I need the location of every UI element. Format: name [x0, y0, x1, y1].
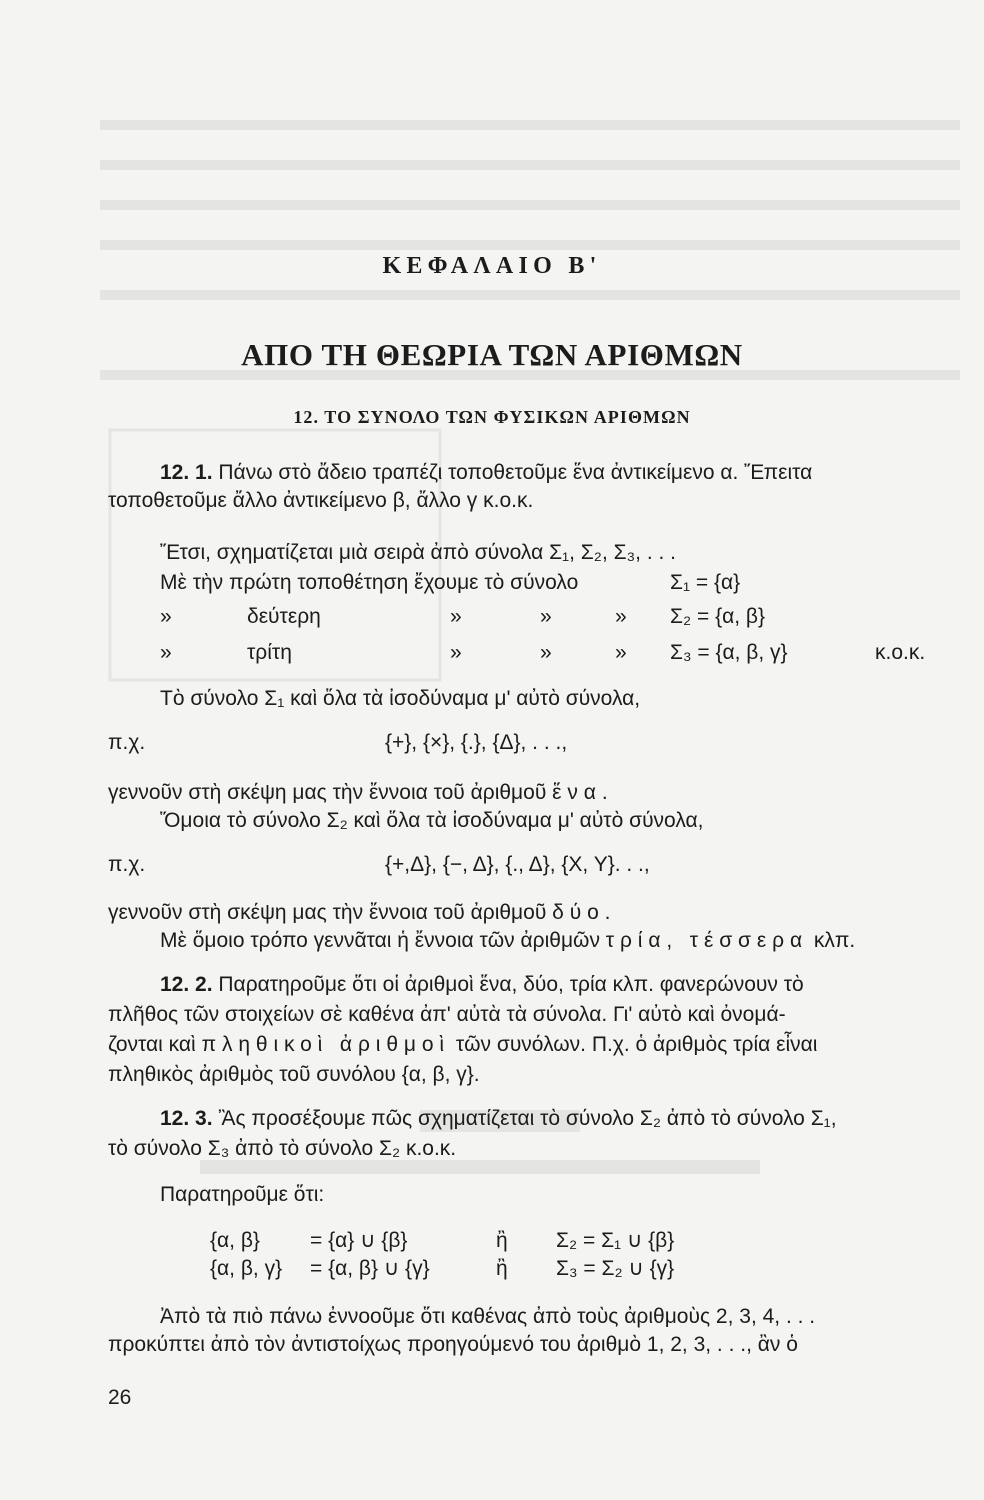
paragraph-12-2-line-3: ζονται καὶ πληθικοὶ ἀριθμοὶ τῶν συνόλων. Π.χ. ὁ ἀριθμὸς τρία εἶναι: [108, 1033, 818, 1056]
ditto-mark: »: [160, 605, 172, 628]
equation-2-alt: Σ₃ = Σ₂ ∪ {γ}: [556, 1257, 675, 1280]
set-two-conclusion: γεννοῦν στὴ σκέψη μας τὴν ἔννοια τοῦ ἀριθμοῦ δύο.: [108, 901, 617, 924]
paragraph-12-3-line-1: 12. 3. Ἂς προσέξουμε πῶς σχηματίζεται τὸ σύνολο Σ₂ ἀπὸ τὸ σύνολο Σ₁,: [160, 1107, 837, 1130]
closing-line-1: Ἀπὸ τὰ πιὸ πάνω ἐννοοῦμε ὅτι καθένας ἀπὸ τοὺς ἀριθμοὺς 2, 3, 4, . . .: [160, 1305, 816, 1328]
chapter-heading: ΚΕΦΑΛΑΙΟ Β': [382, 253, 602, 279]
example-label: π.χ.: [108, 731, 146, 754]
number-words: τρία, τέσσερα: [605, 929, 808, 952]
set-two-intro: Ὅμοια τὸ σύνολο Σ₂ καὶ ὅλα τὰ ἰσοδύναμα μ' αὐτὸ σύνολα,: [160, 809, 704, 832]
number-word-two: δύο.: [552, 901, 617, 924]
ditto-mark: »: [615, 605, 627, 628]
sets-intro-line: Ἔτσι, σχηματίζεται μιὰ σειρὰ ἀπὸ σύνολα Σ₁, Σ₂, Σ₃, . . .: [160, 541, 676, 564]
closing-line-2: προκύπτει ἀπὸ τὸν ἀντιστοίχως προηγούμενό του ἀριθμὸ 1, 2, 3, . . ., ἂν ὁ: [108, 1333, 798, 1356]
paragraph-12-1-line-2: τοποθετοῦμε ἄλλο ἀντικείμενο β, ἄλλο γ κ.ο.κ.: [108, 489, 534, 512]
set-one-conclusion: γεννοῦν στὴ σκέψη μας τὴν ἔννοια τοῦ ἀριθμοῦ ἕνα.: [108, 781, 614, 804]
second-placement-label: δεύτερη: [247, 605, 321, 628]
equation-1-rhs: = {α} ∪ {β}: [310, 1229, 408, 1252]
ditto-mark: »: [615, 641, 627, 664]
paragraph-12-3-line-2: τὸ σύνολο Σ₃ ἀπὸ τὸ σύνολο Σ₂ κ.ο.κ.: [108, 1137, 457, 1160]
similar-numbers-line: Μὲ ὅμοιο τρόπο γεννᾶται ἡ ἔννοια τῶν ἀριθμῶν τρία, τέσσερα κλπ.: [160, 929, 856, 952]
third-placement-label: τρίτη: [247, 641, 292, 664]
number-word-one: ἕνα.: [552, 781, 614, 804]
paragraph-number: 12. 3.: [160, 1107, 213, 1130]
paragraph-number: 12. 2.: [160, 973, 213, 996]
first-set: Σ₁ = {α}: [670, 571, 741, 594]
paragraph-12-1-line-1: 12. 1. Πάνω στὸ ἄδειο τραπέζι τοποθετοῦμε ἕνα ἀντικείμενο α. Ἔπειτα: [160, 461, 813, 484]
third-set-suffix: κ.ο.κ.: [875, 641, 926, 664]
ditto-mark: »: [450, 605, 462, 628]
equation-1-alt: Σ₂ = Σ₁ ∪ {β}: [556, 1229, 675, 1252]
first-placement-label: Μὲ τὴν πρώτη τοποθέτηση ἔχουμε τὸ σύνολο: [160, 571, 579, 594]
example-label: π.χ.: [108, 853, 146, 876]
equation-1-or: ἢ: [496, 1229, 508, 1252]
equation-1-lhs: {α, β}: [210, 1229, 260, 1252]
paragraph-12-2-line-1: 12. 2. Παρατηροῦμε ὅτι οἱ ἀριθμοὶ ἕνα, δύο, τρία κλπ. φανερώνουν τὸ: [160, 973, 804, 996]
paragraph-12-2-line-4: πληθικὸς ἀριθμὸς τοῦ συνόλου {α, β, γ}.: [108, 1063, 480, 1086]
equation-2-lhs: {α, β, γ}: [210, 1257, 283, 1280]
paragraph-12-2-line-2: πλῆθος τῶν στοιχείων σὲ καθένα ἀπ' αὐτὰ τὰ σύνολα. Γι' αὐτὸ καὶ ὀνομά-: [108, 1003, 786, 1026]
set-two-examples: {+,Δ}, {−, Δ}, {., Δ}, {Χ, Υ}. . .,: [385, 853, 650, 876]
page-number: 26: [108, 1386, 132, 1409]
equation-2-or: ἢ: [496, 1257, 508, 1280]
observe-line: Παρατηροῦμε ὅτι:: [160, 1183, 325, 1206]
ditto-mark: »: [450, 641, 462, 664]
ditto-mark: »: [160, 641, 172, 664]
paragraph-number: 12. 1.: [160, 461, 213, 484]
ditto-mark: »: [540, 605, 552, 628]
third-set: Σ₃ = {α, β, γ}: [670, 641, 788, 664]
second-set: Σ₂ = {α, β}: [670, 605, 765, 628]
equation-2-rhs: = {α, β} ∪ {γ}: [310, 1257, 430, 1280]
set-one-intro: Τὸ σύνολο Σ₁ καὶ ὅλα τὰ ἰσοδύναμα μ' αὐτὸ σύνολα,: [160, 687, 641, 710]
part-title: ΑΠΟ ΤΗ ΘΕΩΡΙΑ ΤΩΝ ΑΡΙΘΜΩΝ: [241, 337, 743, 372]
set-one-examples: {+}, {×}, {.}, {Δ}, . . .,: [385, 731, 568, 754]
ditto-mark: »: [540, 641, 552, 664]
cardinal-numbers-term: πληθικοὶ ἀριθμοὶ: [201, 1033, 450, 1056]
section-heading: 12. ΤΟ ΣΥΝΟΛΟ ΤΩΝ ΦΥΣΙΚΩΝ ΑΡΙΘΜΩΝ: [293, 407, 691, 427]
